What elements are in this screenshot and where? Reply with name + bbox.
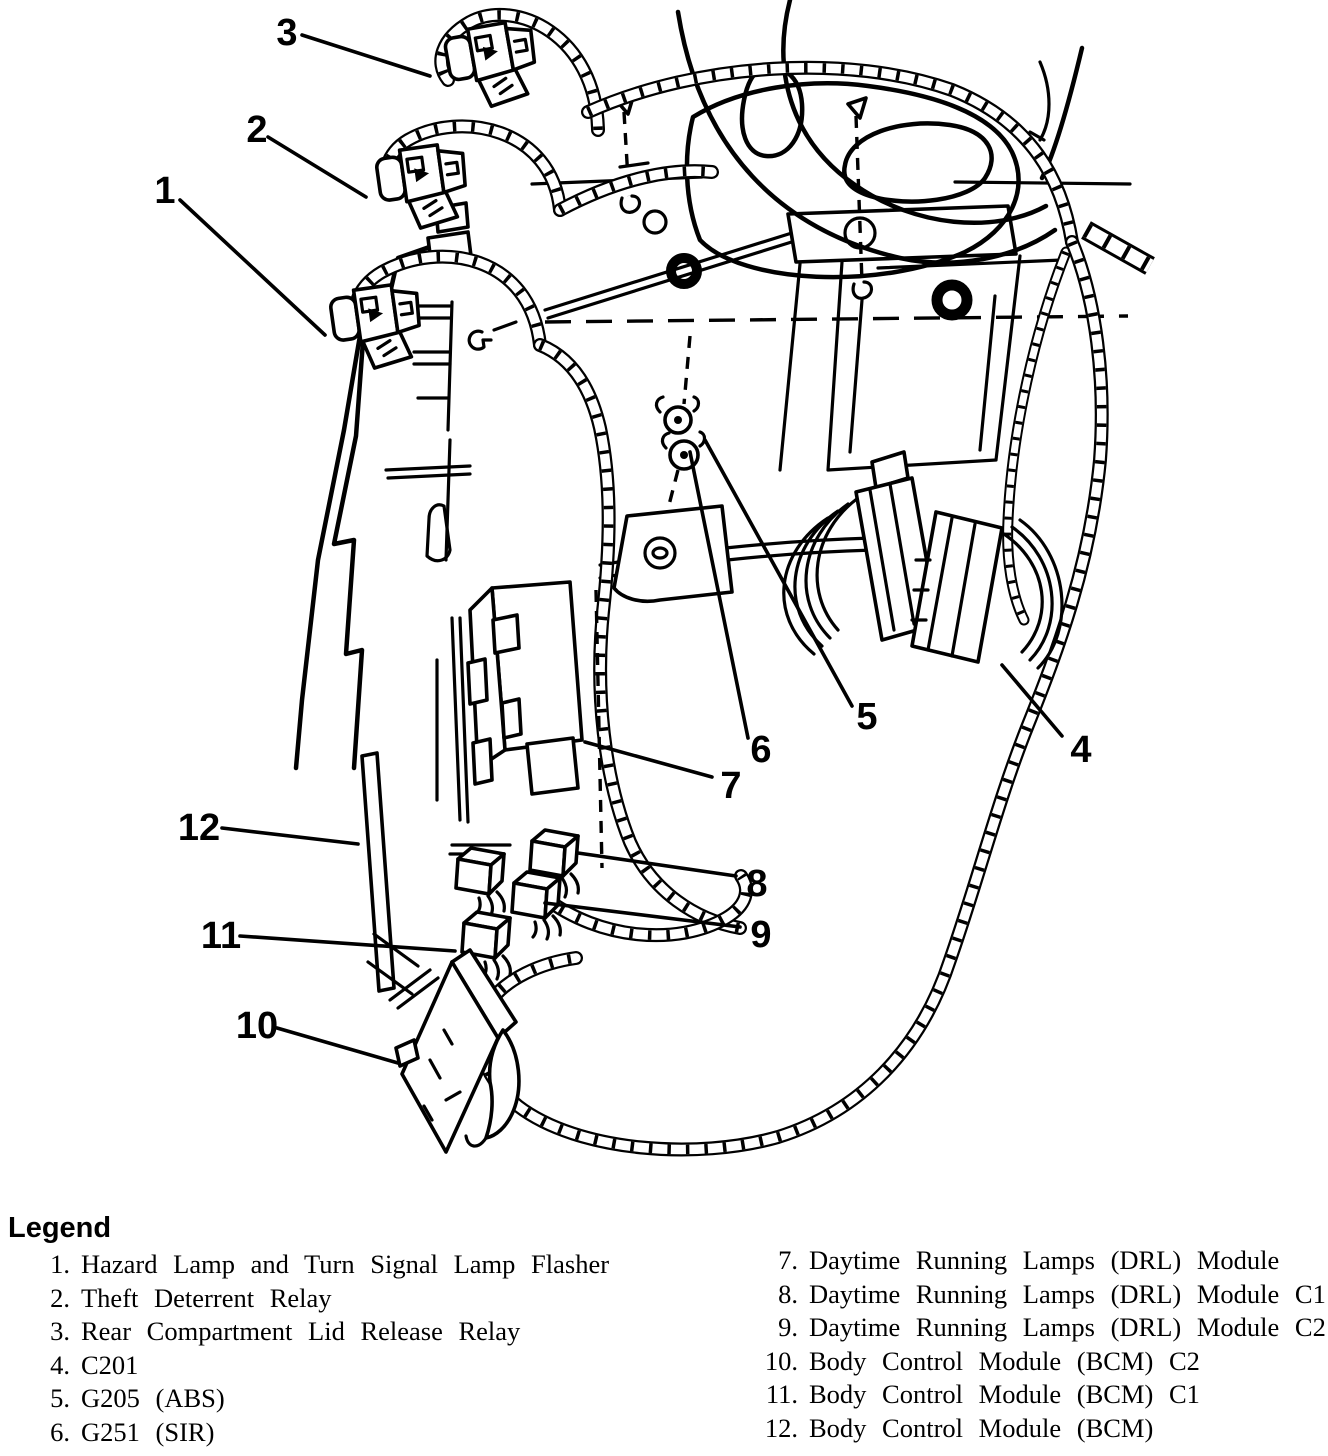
callout-3-leader xyxy=(302,35,430,76)
drl-module xyxy=(450,582,602,939)
c201-connectors xyxy=(784,452,1062,668)
legend-item-5: 5. G205 (ABS) xyxy=(50,1383,225,1414)
legend-item-2: 2. Theft Deterrent Relay xyxy=(50,1282,332,1313)
callout-5: 5 xyxy=(856,696,878,738)
callout-10: 10 xyxy=(235,1005,279,1047)
legend-title: Legend xyxy=(8,1212,112,1244)
callout-4: 4 xyxy=(1070,729,1092,771)
callout-11: 11 xyxy=(200,915,242,957)
legend-item-8: 8. Daytime Running Lamps (DRL) Module C1 xyxy=(778,1278,1326,1309)
legend-left-column xyxy=(24,1248,609,1450)
harness-clip xyxy=(469,322,516,349)
callout-7: 7 xyxy=(720,765,742,807)
legend-item-7: 7. Daytime Running Lamps (DRL) Module xyxy=(778,1245,1280,1275)
callout-6: 6 xyxy=(750,729,772,771)
callout-10-leader xyxy=(277,1028,398,1063)
callout-11-leader xyxy=(240,936,455,951)
callout-9: 9 xyxy=(750,914,772,956)
legend-item-11: 11. Body Control Module (BCM) C1 xyxy=(765,1379,1200,1410)
ground-terminals xyxy=(614,336,732,601)
callout-1-leader xyxy=(180,200,325,335)
callout-2: 2 xyxy=(246,109,268,151)
callout-3: 3 xyxy=(276,12,298,54)
legend-item-10: 10. Body Control Module (BCM) C2 xyxy=(764,1345,1200,1376)
bcm-assembly xyxy=(362,753,519,1152)
legend-item-12: 12. Body Control Module (BCM) xyxy=(764,1412,1154,1443)
callout-1: 1 xyxy=(154,170,176,212)
legend-item-1: 1. Hazard Lamp and Turn Signal Lamp Flasher xyxy=(50,1249,610,1279)
legend-item-9: 9. Daytime Running Lamps (DRL) Module C2 xyxy=(778,1312,1326,1343)
connector-cube xyxy=(456,848,504,915)
callout-8: 8 xyxy=(746,863,768,905)
callout-2-leader xyxy=(268,137,366,197)
legend-item-6: 6. G251 (SIR) xyxy=(50,1416,215,1447)
legend-item-4: 4. C201 xyxy=(50,1349,139,1380)
callout-12-leader xyxy=(222,828,358,844)
legend-right-column xyxy=(752,1244,1326,1446)
legend-item-3: 3. Rear Compartment Lid Release Relay xyxy=(50,1316,521,1347)
hazard-flasher xyxy=(329,282,426,373)
legend xyxy=(0,1206,1328,1456)
callout-12: 12 xyxy=(177,807,221,849)
